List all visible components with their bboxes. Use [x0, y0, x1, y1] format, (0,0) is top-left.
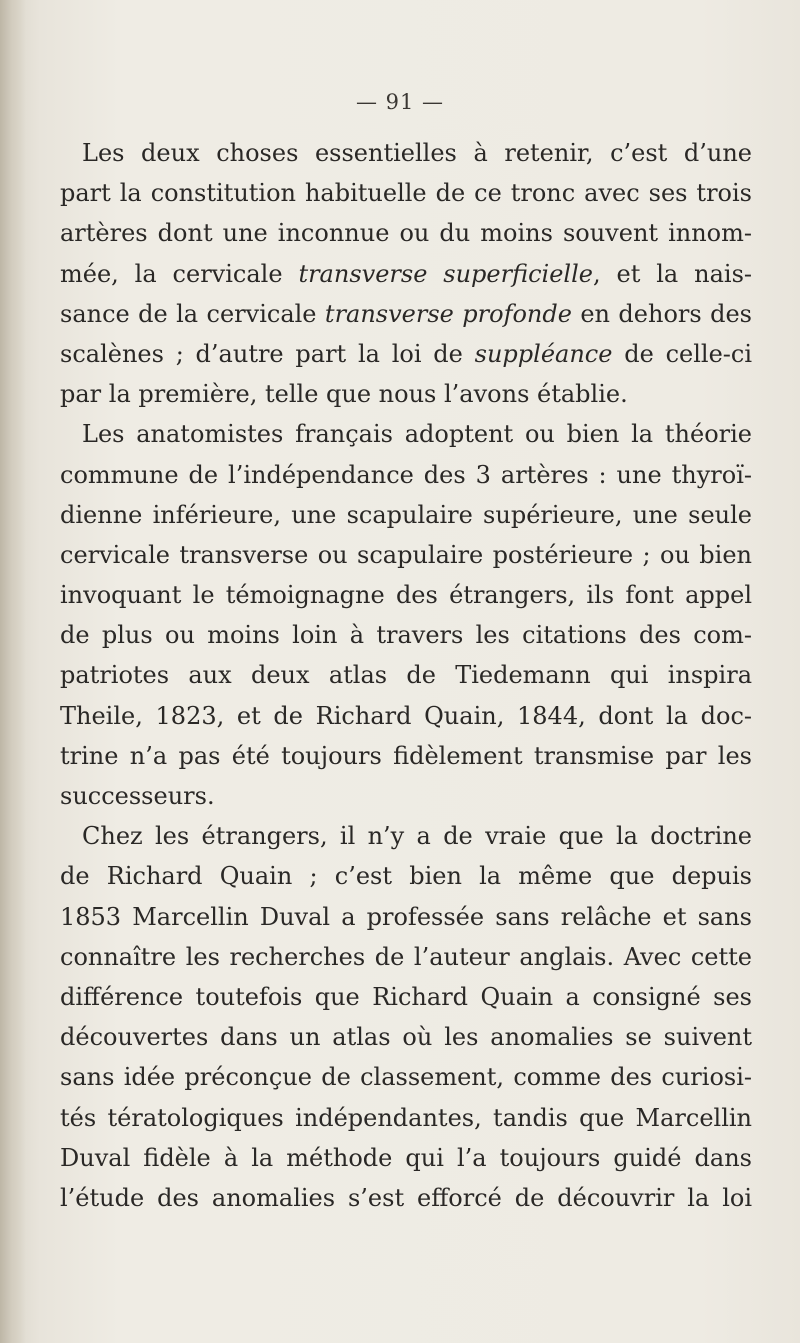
text-line-1: Les deux choses essentielles à retenir, c’est d’une	[82, 139, 752, 167]
text-line-10: dienne inférieure, une scapulaire supérieure, une seule	[60, 500, 752, 529]
italic-term: transverse superficielle	[298, 259, 593, 288]
text-line-22: différence toutefois que Richard Quain a consigné ses	[60, 982, 752, 1011]
text-segment: mée, la cervicale	[60, 259, 299, 288]
text-segment: , et la nais-	[592, 259, 752, 288]
text-line-2: part la constitution habituelle de ce tronc avec ses trois	[60, 179, 752, 208]
text-line-26: Duval fidèle à la méthode qui l’a toujours guidé dans	[60, 1143, 752, 1172]
text-line-24: sans idée préconçue de classement, comme des curiosi-	[60, 1063, 752, 1092]
text-line-21: connaître les recherches de l’auteur anglais. Avec cette	[60, 942, 752, 971]
binding-shadow	[0, 0, 26, 1343]
text-line-27: l’étude des anomalies s’est efforcé de découvrir la loi	[60, 1183, 752, 1212]
text-line-13: de plus ou moins loin à travers les citations des com-	[60, 621, 752, 650]
italic-term: suppléance	[474, 339, 613, 368]
text-line-9: commune de l’indépendance des 3 artères : une thyroï-	[60, 460, 752, 489]
text-line-19: de Richard Quain ; c’est bien la même que depuis	[60, 862, 752, 891]
text-line-3: artères dont une inconnue ou du moins souvent innom-	[60, 219, 752, 248]
text-line-14: patriotes aux deux atlas de Tiedemann qui inspira	[60, 661, 752, 690]
text-line-17: successeurs.	[60, 782, 215, 810]
text-line-11: cervicale transverse ou scapulaire postérieure ; ou bien	[60, 540, 752, 569]
text-line-7: par la première, telle que nous l’avons établie.	[60, 380, 628, 409]
text-segment: de celle-ci	[612, 339, 752, 368]
text-line-18: Chez les étrangers, il n’y a de vraie que la doctrine	[82, 822, 752, 851]
text-line-25: tés tératologiques indépendantes, tandis que Marcellin	[60, 1103, 752, 1132]
text-segment: scalènes ; d’autre part la loi de	[60, 339, 475, 368]
page-number: — 91 —	[355, 90, 445, 114]
text-line-8: Les anatomistes français adoptent ou bien la théorie	[82, 420, 752, 449]
text-line-12: invoquant le témoignagne des étrangers, ils font appel	[60, 581, 752, 610]
text-line-6	[60, 334, 752, 374]
text-line-20: 1853 Marcellin Duval a professée sans relâche et sans	[60, 902, 752, 931]
text-line-15: Theile, 1823, et de Richard Quain, 1844, dont la doc-	[60, 701, 752, 730]
text-segment: en dehors des	[571, 299, 752, 328]
italic-term: transverse profonde	[324, 299, 572, 328]
text-line-5	[60, 294, 752, 334]
text-segment: sance de la cervicale	[60, 299, 325, 328]
text-line-16: trine n’a pas été toujours fidèlement transmise par les	[60, 741, 752, 770]
body-text	[60, 133, 752, 1218]
text-line-23: découvertes dans un atlas où les anomalies se suivent	[60, 1023, 752, 1052]
text-line-4	[60, 254, 752, 294]
